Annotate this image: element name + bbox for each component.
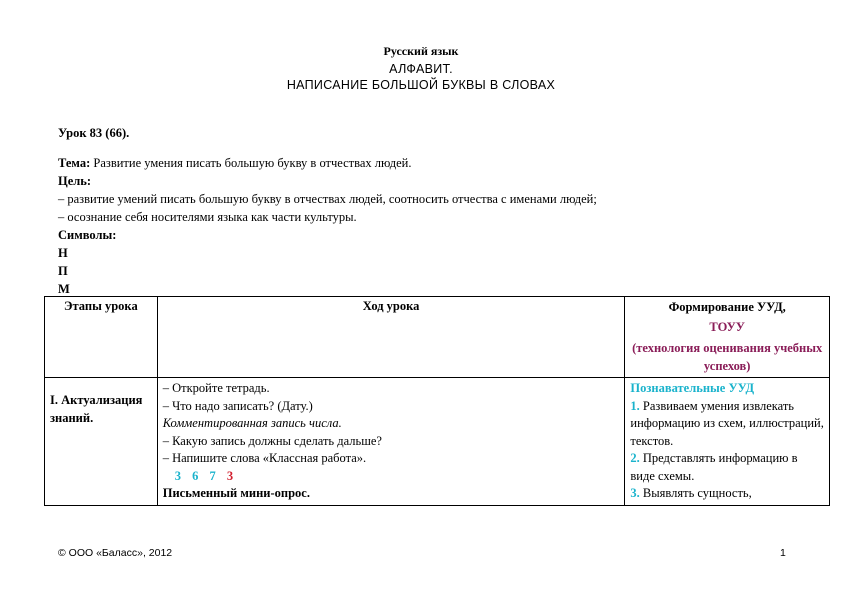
topic-line bbox=[58, 154, 411, 172]
number-1: 3 bbox=[174, 468, 181, 483]
goal-item-1: – развитие умений писать большую букву в отчествах людей, соотносить отчества с именами людей; bbox=[58, 192, 597, 206]
uud-item-3: 3. Выявлять сущность, bbox=[630, 486, 752, 500]
topic-text: Развитие умения писать большую букву в отчествах людей. bbox=[90, 156, 412, 170]
page-number: 1 bbox=[780, 547, 786, 559]
goal-label: Цель: bbox=[58, 174, 92, 188]
subject-title: Русский язык bbox=[383, 44, 459, 58]
course-line-3: Комментированная запись числа. bbox=[162, 416, 342, 430]
course-line-5: – Напишите слова «Классная работа». bbox=[162, 451, 367, 465]
symbol-n: Н bbox=[58, 246, 68, 260]
uud-heading: Познавательные УУД bbox=[630, 381, 755, 395]
row1-stage bbox=[45, 378, 158, 506]
lesson-title-line2: НАПИСАНИЕ БОЛЬШОЙ БУКВЫ В СЛОВАХ bbox=[286, 78, 556, 92]
table-row bbox=[45, 378, 830, 506]
lesson-title-line1: АЛФАВИТ. bbox=[389, 62, 453, 76]
uud-item-2: 2. Представлять информацию в виде схемы. bbox=[630, 451, 798, 483]
number-4: 3 bbox=[226, 468, 234, 483]
symbols-label: Символы: bbox=[58, 228, 117, 242]
course-line-4: – Какую запись должны сделать дальше? bbox=[162, 433, 382, 448]
lesson-number: Урок 83 (66). bbox=[58, 126, 130, 140]
uud-item-1: 1. Развиваем умения извлекать информацию из схем, иллюстраций, текстов. bbox=[630, 398, 824, 448]
symbol-p: П bbox=[58, 264, 68, 278]
header-uud-tech-full: (технология оценивания учебных успехов) bbox=[632, 341, 823, 373]
header-uud-tech: ТОУУ bbox=[709, 319, 745, 334]
footer-copyright: © ООО «Баласс», 2012 bbox=[58, 547, 173, 559]
header-course: Ход урока bbox=[157, 297, 625, 378]
course-line-1: – Откройте тетрадь. bbox=[162, 381, 270, 395]
number-sequence bbox=[163, 468, 620, 486]
course-line-2: – Что надо записать? (Дату.) bbox=[162, 398, 313, 413]
symbol-m: М bbox=[58, 282, 70, 296]
course-survey: Письменный мини-опрос. bbox=[162, 486, 310, 500]
row1-uud bbox=[625, 378, 830, 506]
goal-item-2: – осознание себя носителями языка как части культуры. bbox=[58, 210, 357, 224]
stage-text: I. Актуализация знаний. bbox=[50, 393, 143, 425]
row1-course bbox=[157, 378, 625, 506]
header-stage: Этапы урока bbox=[45, 297, 158, 378]
number-2: 6 bbox=[192, 468, 199, 483]
number-3: 7 bbox=[209, 468, 216, 483]
topic-label: Тема: bbox=[58, 156, 91, 170]
header-uud-title: Формирование УУД, bbox=[668, 300, 786, 314]
table-header-row bbox=[45, 297, 830, 378]
header-uud bbox=[625, 297, 830, 378]
lesson-plan-table bbox=[44, 296, 830, 506]
